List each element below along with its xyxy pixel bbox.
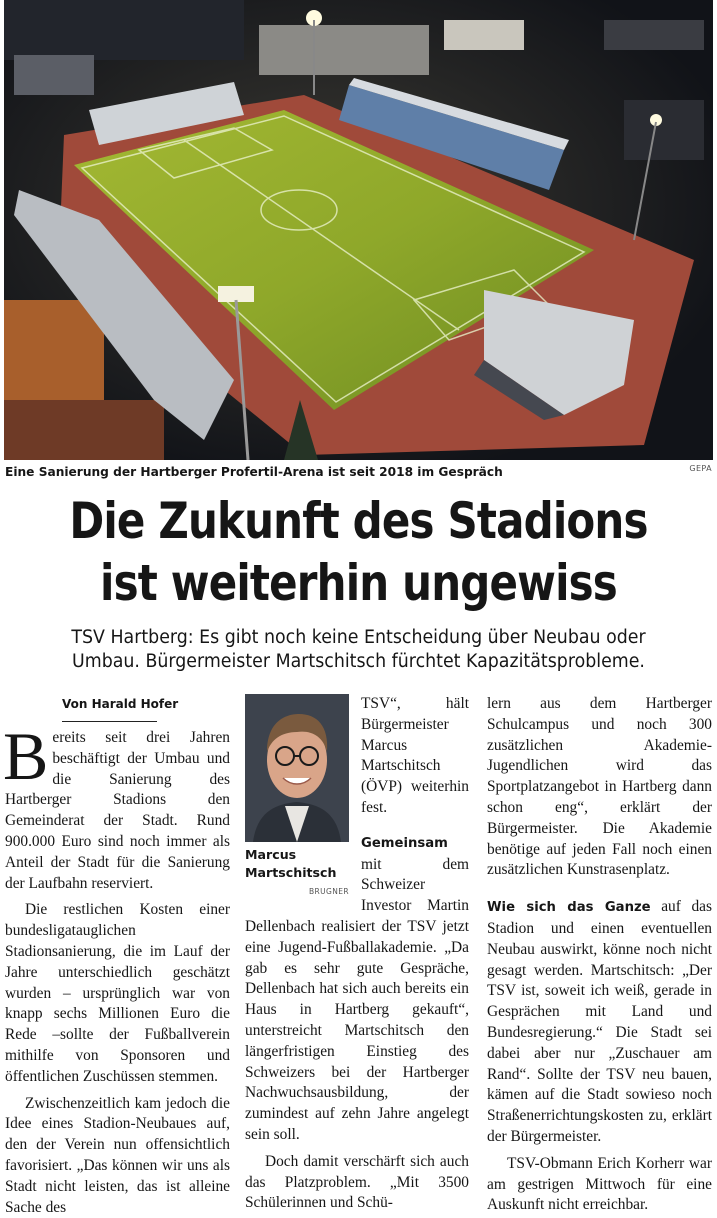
paragraph-8-text: auf das Stadion und einen eventuellen Neubau auswirkt, könne noch nicht gesagt werden. Martschitsch: „Der TSV ist, soweit ich weiß, gerade in Gesprächen mit Land und Bundesregierung.“ Die Stadt sei dabei aber nur „Zuschauer am Rand“. Sollte der TSV neu bauen, kämen auf die Stadt sowieso noch Straßenerrichtungskosten zu, erklärt der Bürgermeister. bbox=[487, 898, 713, 1145]
article-column-3 bbox=[487, 694, 712, 1216]
paragraph-3: Zwischenzeitlich kam jedoch die Idee eines Stadion-Neubaues auf, den der Verein nun offensichtlich favorisiert. „Das können wir uns als Stadt nicht leisten, das ist alleine Sache des bbox=[5, 1094, 230, 1216]
drop-cap: B bbox=[3, 718, 49, 794]
stadium-aerial-photo bbox=[4, 0, 713, 460]
paragraph-8 bbox=[487, 897, 712, 1148]
headline-line-1: Die Zukunft des Stadions bbox=[69, 492, 648, 550]
paragraph-5-lead: Gemeinsam bbox=[361, 835, 448, 851]
subheadline-line-1: TSV Hartberg: Es gibt noch keine Entscheidung über Neubau oder bbox=[71, 627, 646, 648]
paragraph-8-lead: Wie sich das Ganze bbox=[487, 900, 651, 916]
paragraph-9: TSV-Obmann Erich Korherr war am gestrigen Mittwoch für eine Auskunft nicht erreichbar. bbox=[487, 1154, 712, 1214]
article-column-1 bbox=[5, 694, 230, 1218]
photo-caption: Eine Sanierung der Hartberger Profertil-Arena ist seit 2018 im Gespräch bbox=[5, 465, 503, 479]
headline-line-2: ist weiterhin ungewiss bbox=[100, 554, 617, 612]
stadium-aerial-image bbox=[4, 0, 713, 460]
subheadline bbox=[22, 626, 696, 674]
subheadline-line-2: Umbau. Bürgermeister Martschitsch fürchtet Kapazitätsprobleme. bbox=[72, 651, 645, 672]
author-byline: Von Harald Hofer bbox=[62, 697, 179, 711]
portrait-block bbox=[245, 694, 349, 903]
paragraph-7: lern aus dem Hartberger Schulcampus und noch 300 zusätzlichen Akademie-Jugendlichen wird das Sportplatzangebot in Hartberg dann schon eng“, erklärt der Bürgermeister. Die Akademie benötige auf jeden Fall noch einen zusätzlichen Kunstrasenplatz. bbox=[487, 695, 712, 879]
photo-credit: GEPA bbox=[689, 464, 712, 473]
paragraph-1-text: ereits seit drei Jahren beschäftigt der Umbau und die Sanierung des Hartberger Stadions den Gemeinderat der Stadt. Rund 900.000 Euro sind noch immer als Anteil der Stadt für die Sanierung der Laufbahn reserviert. bbox=[5, 729, 230, 892]
paragraph-4: TSV“, hält Bürgermeister Marcus Martschitsch (ÖVP) weiterhin fest. bbox=[361, 695, 469, 816]
portrait-credit: BRUGNER bbox=[308, 887, 349, 896]
paragraph-6: Doch damit verschärft sich auch das Platzproblem. „Mit 3500 Schülerinnen und Schü- bbox=[245, 1152, 469, 1212]
headline bbox=[57, 490, 659, 614]
paragraph-5-text: mit dem Schweizer Investor Martin Dellenbach realisiert der TSV jetzt eine Jugend-Fußballakademie. „Da gab es sehr gute Gespräche, Dellenbach hat sich auch bereits ein Haus in Hartberg gekauft“, unterstreicht Martschitsch den längerfristigen Einstieg des Schweizers bei der Hartberger Nachwuchsausbildung, der zumindest auf zehn Jahre angelegt sein soll. bbox=[245, 855, 469, 1143]
portrait-name: Marcus Martschitsch bbox=[245, 847, 337, 880]
paragraph-2: Die restlichen Kosten einer bundesligatauglichen Stadionsanierung, die im Lauf der Jahre unterschiedlich geschätzt wurden – ursprünglich war von knapp sechs Millionen Euro die Rede –sollte der Fußballverein mithilfe von Sponsoren und öffentlichen Zuschüssen stemmen. bbox=[5, 901, 230, 1085]
paragraph-1 bbox=[3, 718, 230, 894]
portrait-photo bbox=[245, 694, 349, 842]
article-column-2 bbox=[245, 694, 469, 1214]
